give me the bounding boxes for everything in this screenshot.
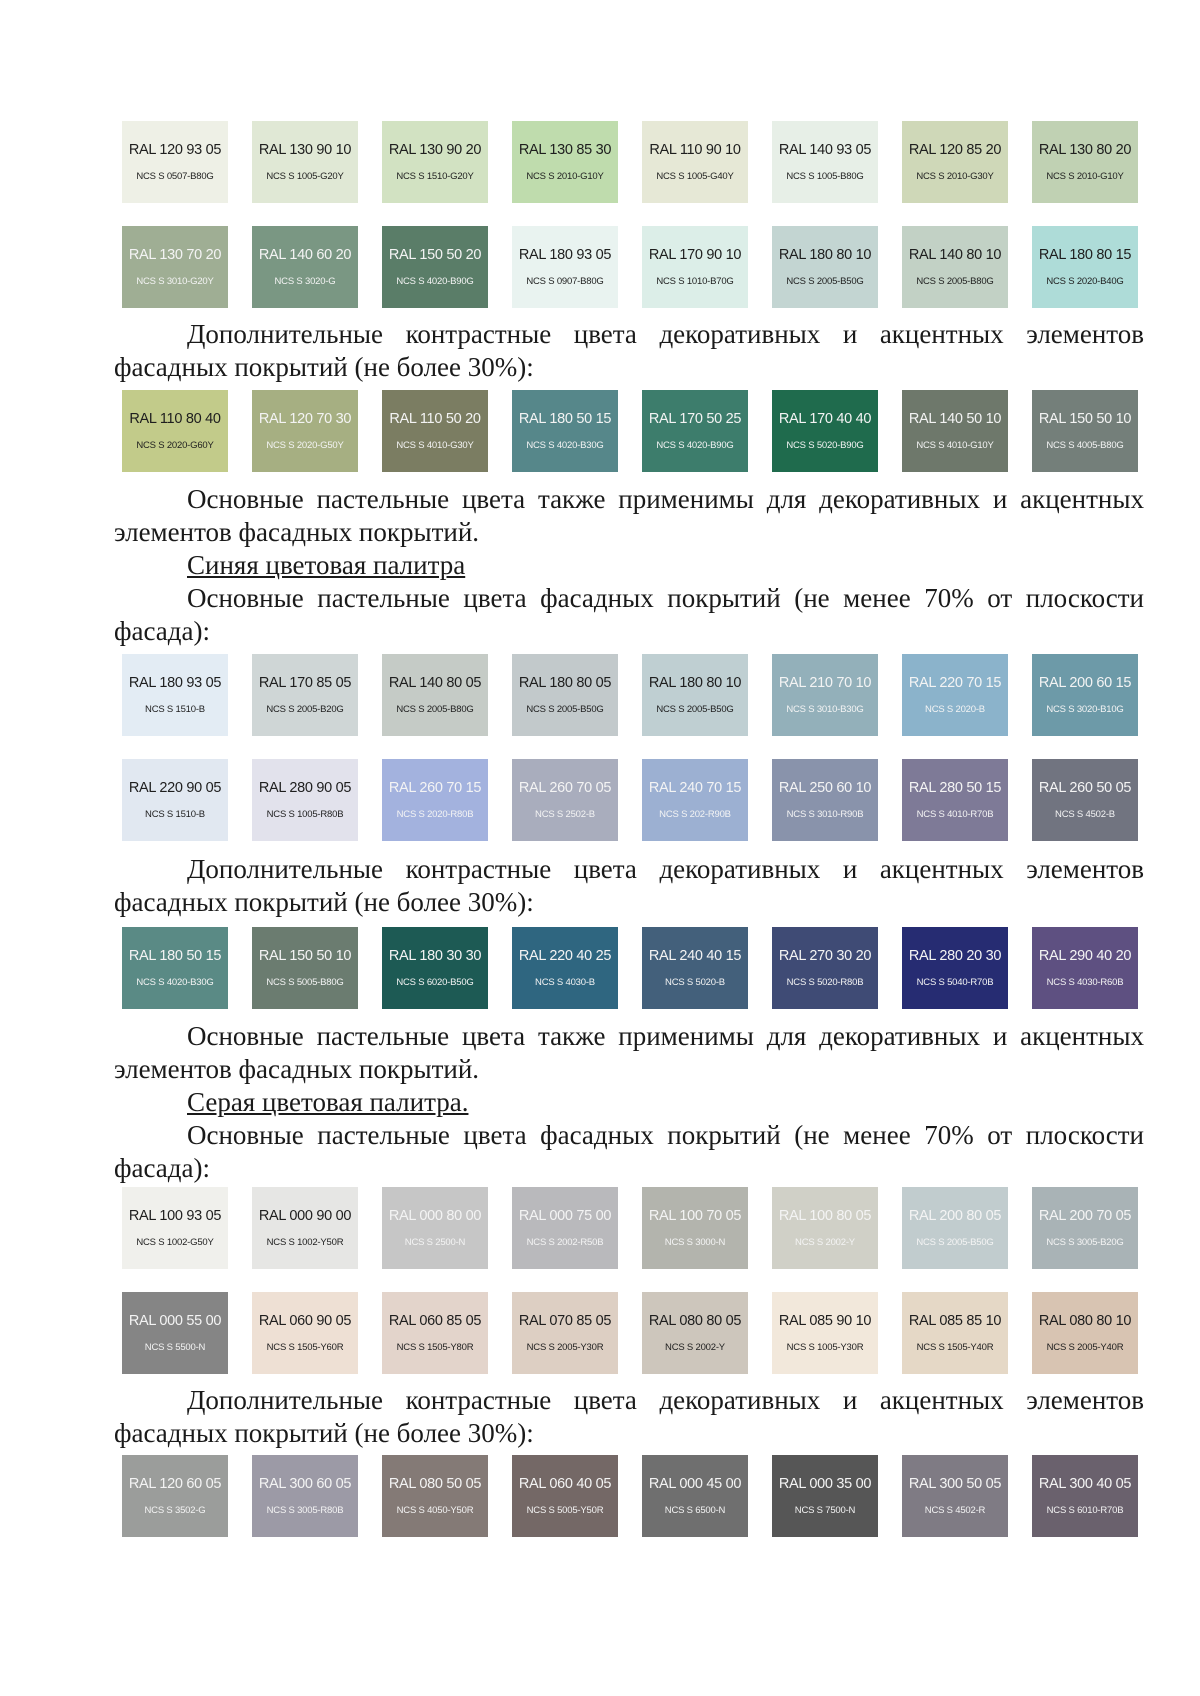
ncs-code: NCS S 4010-R70B — [916, 809, 994, 820]
color-swatch — [122, 390, 228, 472]
color-swatch — [382, 759, 488, 841]
ral-code: RAL 240 40 15 — [648, 948, 742, 964]
ral-code: RAL 085 90 10 — [778, 1313, 872, 1329]
ral-code: RAL 200 80 05 — [908, 1208, 1002, 1224]
color-swatch — [512, 654, 618, 736]
color-swatch — [1032, 1187, 1138, 1269]
color-swatch — [902, 1292, 1008, 1374]
ncs-code: NCS S 2500-N — [404, 1237, 466, 1248]
ncs-code: NCS S 1002-G50Y — [136, 1237, 214, 1248]
green-note: Основные пастельные цвета также применимы для декоративных и акцентных — [187, 484, 1144, 514]
ral-code: RAL 150 50 10 — [258, 948, 352, 964]
ral-code: RAL 220 70 15 — [908, 675, 1002, 691]
color-swatch — [122, 226, 228, 308]
color-swatch — [772, 121, 878, 203]
color-swatch — [642, 1187, 748, 1269]
ral-code: RAL 060 85 05 — [388, 1313, 482, 1329]
color-swatch — [1032, 121, 1138, 203]
ncs-code: NCS S 4030-B — [535, 977, 595, 988]
ral-code: RAL 000 55 00 — [128, 1313, 222, 1329]
color-swatch — [902, 759, 1008, 841]
color-swatch — [252, 927, 358, 1009]
color-swatch — [1032, 654, 1138, 736]
color-swatch — [252, 1292, 358, 1374]
ral-code: RAL 290 40 20 — [1038, 948, 1132, 964]
blue-accent-text: Дополнительные контрастные цвета декоративных и акцентных элементов — [187, 854, 1144, 884]
ncs-code: NCS S 5020-B — [665, 977, 725, 988]
ncs-code: NCS S 1010-B70G — [656, 276, 734, 287]
color-swatch — [122, 121, 228, 203]
color-swatch — [902, 1187, 1008, 1269]
color-swatch — [122, 1187, 228, 1269]
ral-code: RAL 180 30 30 — [388, 948, 482, 964]
ncs-code: NCS S 3005-B20G — [1046, 1237, 1124, 1248]
color-swatch — [1032, 1292, 1138, 1374]
ncs-code: NCS S 4005-B80G — [1046, 440, 1124, 451]
ncs-code: NCS S 2002-R50B — [526, 1237, 604, 1248]
ral-code: RAL 180 80 05 — [518, 675, 612, 691]
ncs-code: NCS S 2002-Y — [795, 1237, 855, 1248]
color-swatch — [902, 1455, 1008, 1537]
color-swatch — [772, 1292, 878, 1374]
color-swatch — [772, 759, 878, 841]
color-swatch — [1032, 1455, 1138, 1537]
ral-code: RAL 220 40 25 — [518, 948, 612, 964]
ncs-code: NCS S 1005-R80B — [266, 809, 344, 820]
ral-code: RAL 080 80 10 — [1038, 1313, 1132, 1329]
ncs-code: NCS S 3020-G — [274, 276, 336, 287]
ral-code: RAL 080 50 05 — [388, 1476, 482, 1492]
ral-code: RAL 100 70 05 — [648, 1208, 742, 1224]
color-swatch — [902, 654, 1008, 736]
color-swatch — [642, 390, 748, 472]
ncs-code: NCS S 2005-B80G — [916, 276, 994, 287]
ncs-code: NCS S 4030-R60B — [1046, 977, 1124, 988]
ral-code: RAL 180 93 05 — [518, 247, 612, 263]
ral-code: RAL 170 90 10 — [648, 247, 742, 263]
ral-code: RAL 180 93 05 — [128, 675, 222, 691]
ral-code: RAL 130 70 20 — [128, 247, 222, 263]
ncs-code: NCS S 2020-B — [925, 704, 985, 715]
ncs-code: NCS S 1510-B — [145, 809, 205, 820]
ncs-code: NCS S 2010-G30Y — [916, 171, 994, 182]
color-swatch — [642, 121, 748, 203]
green-base-row-2 — [122, 226, 1138, 308]
color-swatch — [382, 121, 488, 203]
ral-code: RAL 110 50 20 — [389, 411, 481, 427]
ral-code: RAL 120 85 20 — [908, 142, 1002, 158]
ncs-code: NCS S 2010-G10Y — [1046, 171, 1124, 182]
ral-code: RAL 130 85 30 — [518, 142, 612, 158]
blue-note-cont: элементов фасадных покрытий. — [114, 1054, 480, 1084]
color-swatch — [122, 1292, 228, 1374]
ral-code: RAL 130 90 10 — [258, 142, 352, 158]
color-swatch — [382, 1455, 488, 1537]
ral-code: RAL 060 90 05 — [258, 1313, 352, 1329]
ral-code: RAL 240 70 15 — [648, 780, 742, 796]
ral-code: RAL 140 93 05 — [778, 142, 872, 158]
ncs-code: NCS S 2005-B50G — [656, 704, 734, 715]
ncs-code: NCS S 5005-Y50R — [526, 1505, 604, 1516]
ral-code: RAL 170 40 40 — [778, 411, 872, 427]
ral-code: RAL 270 30 20 — [778, 948, 872, 964]
color-swatch — [512, 121, 618, 203]
ral-code: RAL 060 40 05 — [518, 1476, 612, 1492]
ncs-code: NCS S 4020-B30G — [526, 440, 604, 451]
color-swatch — [772, 654, 878, 736]
color-swatch — [512, 759, 618, 841]
ncs-code: NCS S 3010-B30G — [786, 704, 864, 715]
ncs-code: NCS S 0507-B80G — [136, 171, 214, 182]
ncs-code: NCS S 5020-B90G — [786, 440, 864, 451]
ral-code: RAL 180 80 10 — [648, 675, 742, 691]
color-swatch — [252, 1187, 358, 1269]
ncs-code: NCS S 5040-R70B — [916, 977, 994, 988]
color-swatch — [772, 1187, 878, 1269]
grey-base-row-1 — [122, 1187, 1138, 1269]
ncs-code: NCS S 2005-B20G — [266, 704, 344, 715]
ral-code: RAL 170 50 25 — [648, 411, 742, 427]
ncs-code: NCS S 2005-B50G — [526, 704, 604, 715]
color-swatch — [512, 390, 618, 472]
ncs-code: NCS S 4020-B30G — [136, 977, 214, 988]
color-swatch — [512, 226, 618, 308]
color-swatch — [512, 1292, 618, 1374]
ncs-code: NCS S 1005-B80G — [786, 171, 864, 182]
ncs-code: NCS S 2005-Y30R — [526, 1342, 604, 1353]
ral-code: RAL 280 50 15 — [908, 780, 1002, 796]
ral-code: RAL 150 50 20 — [388, 247, 482, 263]
ral-code: RAL 300 60 05 — [258, 1476, 352, 1492]
blue-accent-text-cont: фасадных покрытий (не более 30%): — [114, 887, 534, 917]
ncs-code: NCS S 4010-G30Y — [396, 440, 474, 451]
color-swatch — [642, 927, 748, 1009]
color-swatch — [902, 927, 1008, 1009]
color-swatch — [122, 654, 228, 736]
ral-code: RAL 250 60 10 — [778, 780, 872, 796]
ncs-code: NCS S 2002-Y — [665, 1342, 725, 1353]
ral-code: RAL 000 75 00 — [518, 1208, 612, 1224]
ral-code: RAL 130 90 20 — [388, 142, 482, 158]
ral-code: RAL 085 85 10 — [908, 1313, 1002, 1329]
ncs-code: NCS S 2005-B80G — [396, 704, 474, 715]
color-swatch — [382, 927, 488, 1009]
color-swatch — [902, 226, 1008, 308]
ral-code: RAL 180 50 15 — [518, 411, 612, 427]
blue-palette-title: Синяя цветовая палитра — [187, 550, 466, 580]
grey-base-row-2 — [122, 1292, 1138, 1374]
ncs-code: NCS S 1510-B — [145, 704, 205, 715]
ral-code: RAL 180 80 10 — [778, 247, 872, 263]
color-swatch — [642, 759, 748, 841]
blue-base-row-1 — [122, 654, 1138, 736]
ral-code: RAL 110 80 40 — [129, 411, 221, 427]
ncs-code: NCS S 3502-G — [144, 1505, 206, 1516]
ral-code: RAL 000 90 00 — [258, 1208, 352, 1224]
grey-accent-text: Дополнительные контрастные цвета декоративных и акцентных элементов — [187, 1385, 1144, 1415]
ral-code: RAL 000 80 00 — [388, 1208, 482, 1224]
blue-base-row-2 — [122, 759, 1138, 841]
ncs-code: NCS S 1510-G20Y — [396, 171, 474, 182]
ncs-code: NCS S 1505-Y80R — [396, 1342, 474, 1353]
color-swatch — [642, 654, 748, 736]
color-swatch — [252, 121, 358, 203]
color-swatch — [382, 390, 488, 472]
blue-note: Основные пастельные цвета также применимы для декоративных и акцентных — [187, 1021, 1144, 1051]
color-swatch — [772, 226, 878, 308]
color-swatch — [1032, 759, 1138, 841]
ncs-code: NCS S 5005-B80G — [266, 977, 344, 988]
ncs-code: NCS S 6020-B50G — [396, 977, 474, 988]
ncs-code: NCS S 1505-Y40R — [916, 1342, 994, 1353]
color-swatch — [1032, 226, 1138, 308]
ral-code: RAL 120 60 05 — [128, 1476, 222, 1492]
color-swatch — [642, 226, 748, 308]
grey-intro-cont: фасада): — [114, 1153, 210, 1183]
green-accent-text-cont: фасадных покрытий (не более 30%): — [114, 352, 534, 382]
color-swatch — [772, 1455, 878, 1537]
ral-code: RAL 000 45 00 — [648, 1476, 742, 1492]
green-note-cont: элементов фасадных покрытий. — [114, 517, 480, 547]
ncs-code: NCS S 2020-G50Y — [266, 440, 344, 451]
ral-code: RAL 280 20 30 — [908, 948, 1002, 964]
ncs-code: NCS S 2005-B50G — [916, 1237, 994, 1248]
ral-code: RAL 140 50 10 — [908, 411, 1002, 427]
ncs-code: NCS S 5020-R80B — [786, 977, 864, 988]
ral-code: RAL 100 93 05 — [128, 1208, 222, 1224]
ncs-code: NCS S 4502-R — [924, 1505, 986, 1516]
ral-code: RAL 260 70 15 — [388, 780, 482, 796]
ncs-code: NCS S 0907-B80G — [526, 276, 604, 287]
color-swatch — [382, 1292, 488, 1374]
color-swatch — [1032, 927, 1138, 1009]
ral-code: RAL 120 93 05 — [128, 142, 222, 158]
ncs-code: NCS S 1002-Y50R — [266, 1237, 344, 1248]
ncs-code: NCS S 2010-G10Y — [526, 171, 604, 182]
color-swatch — [252, 654, 358, 736]
ral-code: RAL 140 80 10 — [908, 247, 1002, 263]
ncs-code: NCS S 5500-N — [144, 1342, 206, 1353]
color-swatch — [252, 390, 358, 472]
ncs-code: NCS S 2005-Y40R — [1046, 1342, 1124, 1353]
ncs-code: NCS S 2020-R80B — [396, 809, 474, 820]
ral-code: RAL 140 80 05 — [388, 675, 482, 691]
grey-palette-title: Серая цветовая палитра. — [187, 1087, 469, 1117]
ral-code: RAL 200 70 05 — [1038, 1208, 1132, 1224]
ral-code: RAL 140 60 20 — [258, 247, 352, 263]
color-swatch — [1032, 390, 1138, 472]
color-swatch — [122, 759, 228, 841]
color-swatch — [902, 121, 1008, 203]
ral-code: RAL 260 50 05 — [1038, 780, 1132, 796]
ncs-code: NCS S 2502-B — [535, 809, 595, 820]
color-swatch — [642, 1292, 748, 1374]
color-swatch — [512, 1187, 618, 1269]
ncs-code: NCS S 7500-N — [794, 1505, 856, 1516]
ral-code: RAL 150 50 10 — [1038, 411, 1132, 427]
ncs-code: NCS S 202-R90B — [659, 809, 731, 820]
ral-code: RAL 070 85 05 — [518, 1313, 612, 1329]
color-swatch — [382, 654, 488, 736]
ncs-code: NCS S 3005-R80B — [266, 1505, 344, 1516]
ncs-code: NCS S 2020-B40G — [1046, 276, 1124, 287]
ncs-code: NCS S 1505-Y60R — [266, 1342, 344, 1353]
ral-code: RAL 260 70 05 — [518, 780, 612, 796]
color-swatch — [772, 927, 878, 1009]
color-swatch — [772, 390, 878, 472]
ral-code: RAL 170 85 05 — [258, 675, 352, 691]
ncs-code: NCS S 3010-G20Y — [136, 276, 214, 287]
ncs-code: NCS S 1005-G20Y — [266, 171, 344, 182]
green-accent-text: Дополнительные контрастные цвета декоративных и акцентных элементов — [187, 319, 1144, 349]
color-swatch — [642, 1455, 748, 1537]
ncs-code: NCS S 1005-Y30R — [786, 1342, 864, 1353]
ral-code: RAL 130 80 20 — [1038, 142, 1132, 158]
ral-code: RAL 200 60 15 — [1038, 675, 1132, 691]
blue-accent-row — [122, 927, 1138, 1009]
ral-code: RAL 210 70 10 — [778, 675, 872, 691]
color-swatch — [122, 1455, 228, 1537]
grey-intro: Основные пастельные цвета фасадных покрытий (не менее 70% от плоскости — [187, 1120, 1144, 1150]
color-swatch — [252, 1455, 358, 1537]
ncs-code: NCS S 2020-G60Y — [136, 440, 214, 451]
green-accent-row — [122, 390, 1138, 472]
ncs-code: NCS S 4020-B90G — [656, 440, 734, 451]
color-swatch — [382, 1187, 488, 1269]
ncs-code: NCS S 2005-B50G — [786, 276, 864, 287]
ral-code: RAL 180 80 15 — [1038, 247, 1132, 263]
ncs-code: NCS S 4050-Y50R — [396, 1505, 474, 1516]
color-swatch — [512, 1455, 618, 1537]
ral-code: RAL 220 90 05 — [128, 780, 222, 796]
ral-code: RAL 110 90 10 — [649, 142, 741, 158]
grey-accent-text-cont: фасадных покрытий (не более 30%): — [114, 1418, 534, 1448]
ncs-code: NCS S 4010-G10Y — [916, 440, 994, 451]
ral-code: RAL 180 50 15 — [128, 948, 222, 964]
ncs-code: NCS S 3020-B10G — [1046, 704, 1124, 715]
ncs-code: NCS S 1005-G40Y — [656, 171, 734, 182]
color-swatch — [902, 390, 1008, 472]
ral-code: RAL 280 90 05 — [258, 780, 352, 796]
color-swatch — [252, 226, 358, 308]
ncs-code: NCS S 6500-N — [664, 1505, 726, 1516]
color-swatch — [122, 927, 228, 1009]
color-swatch — [252, 759, 358, 841]
ral-code: RAL 080 80 05 — [648, 1313, 742, 1329]
ral-code: RAL 000 35 00 — [778, 1476, 872, 1492]
ncs-code: NCS S 4020-B90G — [396, 276, 474, 287]
color-swatch — [512, 927, 618, 1009]
ncs-code: NCS S 4502-B — [1055, 809, 1115, 820]
ncs-code: NCS S 3010-R90B — [786, 809, 864, 820]
blue-intro-cont: фасада): — [114, 616, 210, 646]
ral-code: RAL 120 70 30 — [258, 411, 352, 427]
ncs-code: NCS S 6010-R70B — [1046, 1505, 1124, 1516]
ncs-code: NCS S 3000-N — [664, 1237, 726, 1248]
grey-accent-row — [122, 1455, 1138, 1537]
blue-intro: Основные пастельные цвета фасадных покрытий (не менее 70% от плоскости — [187, 583, 1144, 613]
green-base-row-1 — [122, 121, 1138, 203]
ral-code: RAL 100 80 05 — [778, 1208, 872, 1224]
color-swatch — [382, 226, 488, 308]
ral-code: RAL 300 50 05 — [908, 1476, 1002, 1492]
ral-code: RAL 300 40 05 — [1038, 1476, 1132, 1492]
